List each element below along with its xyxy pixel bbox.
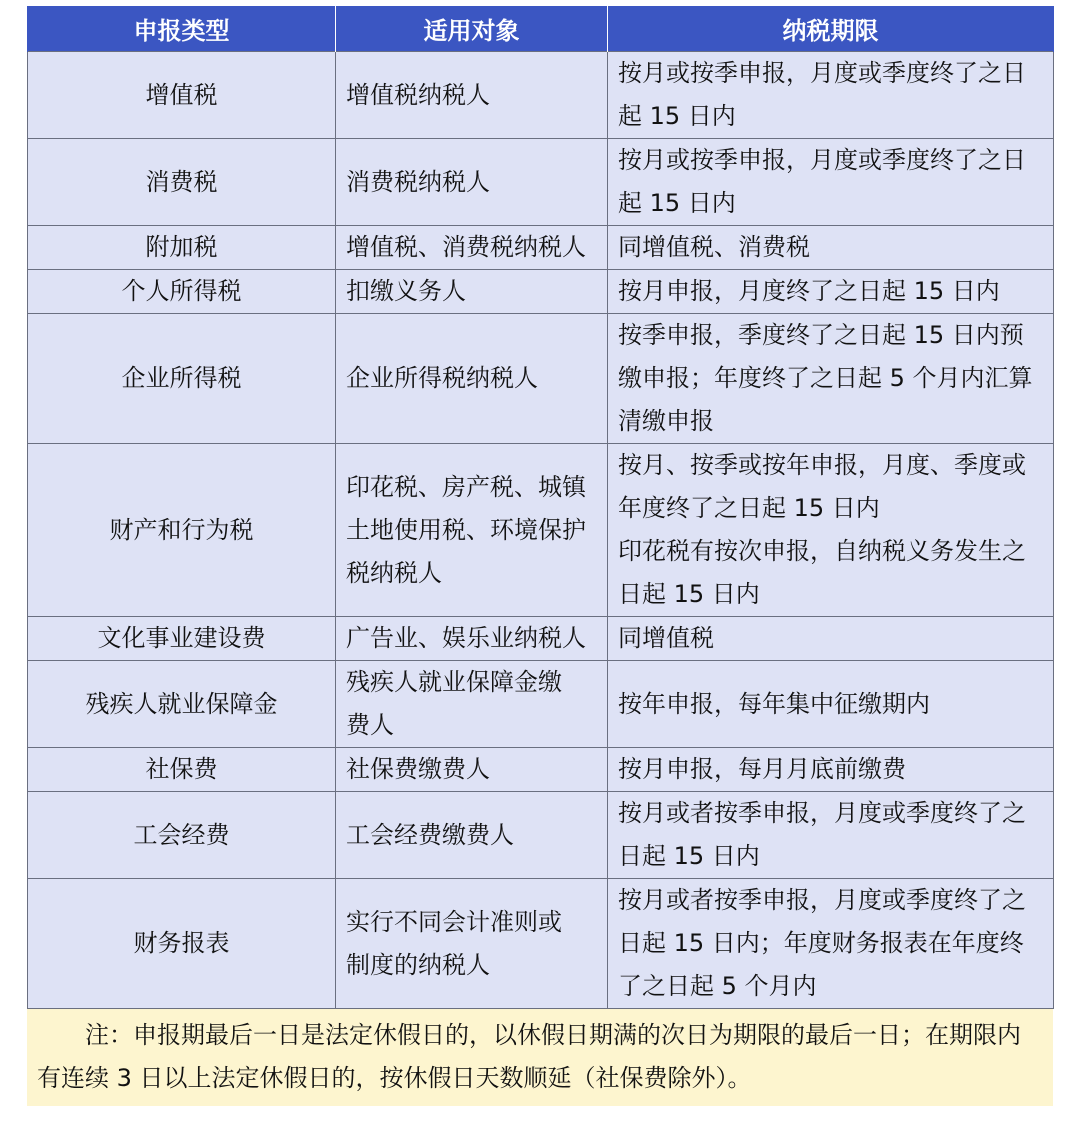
cell-filing-type: 文化事业建设费 bbox=[28, 617, 336, 661]
table-row bbox=[28, 226, 1054, 270]
tax-filing-table bbox=[27, 6, 1054, 1009]
table-row bbox=[28, 661, 1054, 748]
cell-applicable-target bbox=[336, 270, 608, 314]
target-line: 企业所得税纳税人 bbox=[346, 364, 538, 392]
deadline-line: 同增值税、消费税 bbox=[618, 233, 810, 261]
table-row bbox=[28, 879, 1054, 1009]
cell-applicable-target bbox=[336, 139, 608, 226]
target-line: 扣缴义务人 bbox=[346, 277, 466, 305]
deadline-line: 印花税有按次申报，自纳税义务发生之 bbox=[618, 537, 1026, 565]
cell-filing-type: 财产和行为税 bbox=[28, 444, 336, 617]
deadline-line: 缴申报；年度终了之日起 5 个月内汇算 bbox=[618, 364, 1033, 392]
target-line: 残疾人就业保障金缴 bbox=[346, 668, 562, 696]
table-row bbox=[28, 314, 1054, 444]
cell-tax-deadline bbox=[608, 139, 1054, 226]
table-row bbox=[28, 52, 1054, 139]
cell-applicable-target bbox=[336, 444, 608, 617]
cell-filing-type: 财务报表 bbox=[28, 879, 336, 1009]
cell-applicable-target bbox=[336, 879, 608, 1009]
deadline-line: 按月或按季申报，月度或季度终了之日 bbox=[618, 59, 1026, 87]
deadline-line: 了之日起 5 个月内 bbox=[618, 972, 817, 1000]
cell-filing-type: 个人所得税 bbox=[28, 270, 336, 314]
cell-applicable-target bbox=[336, 617, 608, 661]
cell-applicable-target bbox=[336, 661, 608, 748]
cell-filing-type: 社保费 bbox=[28, 748, 336, 792]
cell-applicable-target bbox=[336, 748, 608, 792]
cell-applicable-target bbox=[336, 792, 608, 879]
table-row bbox=[28, 444, 1054, 617]
cell-tax-deadline bbox=[608, 314, 1054, 444]
cell-applicable-target bbox=[336, 52, 608, 139]
footnote: 注：申报期最后一日是法定休假日的，以休假日期满的次日为期限的最后一日；在期限内有连续 3 日以上法定休假日的，按休假日天数顺延（社保费除外）。 bbox=[27, 1009, 1053, 1106]
target-line: 费人 bbox=[346, 711, 394, 739]
cell-tax-deadline bbox=[608, 617, 1054, 661]
deadline-line: 日起 15 日内 bbox=[618, 842, 760, 870]
header-applicable-target: 适用对象 bbox=[336, 6, 608, 52]
cell-tax-deadline bbox=[608, 792, 1054, 879]
cell-tax-deadline bbox=[608, 748, 1054, 792]
deadline-line: 同增值税 bbox=[618, 624, 714, 652]
header-filing-type: 申报类型 bbox=[28, 6, 336, 52]
cell-tax-deadline bbox=[608, 444, 1054, 617]
table-row bbox=[28, 617, 1054, 661]
cell-tax-deadline bbox=[608, 226, 1054, 270]
cell-tax-deadline bbox=[608, 661, 1054, 748]
target-line: 税纳税人 bbox=[346, 558, 442, 587]
header-tax-deadline: 纳税期限 bbox=[608, 6, 1054, 52]
cell-tax-deadline bbox=[608, 879, 1054, 1009]
deadline-line: 按季申报，季度终了之日起 15 日内预 bbox=[618, 321, 1024, 349]
cell-filing-type: 残疾人就业保障金 bbox=[28, 661, 336, 748]
table-header-row bbox=[28, 6, 1054, 52]
target-line: 社保费缴费人 bbox=[346, 755, 490, 783]
deadline-line: 起 15 日内 bbox=[618, 189, 736, 217]
cell-filing-type: 消费税 bbox=[28, 139, 336, 226]
deadline-line: 按年申报，每年集中征缴期内 bbox=[618, 689, 930, 718]
deadline-line: 按月或者按季申报，月度或季度终了之 bbox=[618, 886, 1026, 914]
deadline-line: 按月或按季申报，月度或季度终了之日 bbox=[618, 146, 1026, 174]
cell-tax-deadline bbox=[608, 52, 1054, 139]
table-row bbox=[28, 792, 1054, 879]
deadline-line: 按月或者按季申报，月度或季度终了之 bbox=[618, 799, 1026, 827]
cell-filing-type: 增值税 bbox=[28, 52, 336, 139]
cell-applicable-target bbox=[336, 314, 608, 444]
target-line: 增值税纳税人 bbox=[346, 80, 490, 109]
cell-filing-type: 附加税 bbox=[28, 226, 336, 270]
cell-filing-type: 企业所得税 bbox=[28, 314, 336, 444]
table-body bbox=[28, 52, 1054, 1009]
cell-filing-type: 工会经费 bbox=[28, 792, 336, 879]
target-line: 消费税纳税人 bbox=[346, 167, 490, 196]
table-row bbox=[28, 748, 1054, 792]
deadline-line: 日起 15 日内；年度财务报表在年度终 bbox=[618, 929, 1024, 957]
deadline-line: 年度终了之日起 15 日内 bbox=[618, 494, 880, 522]
target-line: 工会经费缴费人 bbox=[346, 820, 514, 849]
deadline-line: 清缴申报 bbox=[618, 407, 714, 435]
table-row bbox=[28, 270, 1054, 314]
deadline-line: 日起 15 日内 bbox=[618, 580, 760, 608]
cell-tax-deadline bbox=[608, 270, 1054, 314]
deadline-line: 按月申报，月度终了之日起 15 日内 bbox=[618, 277, 1000, 305]
target-line: 广告业、娱乐业纳税人 bbox=[346, 624, 586, 652]
target-line: 印花税、房产税、城镇 bbox=[346, 472, 586, 501]
target-line: 制度的纳税人 bbox=[346, 950, 490, 979]
tax-filing-table-wrapper bbox=[27, 6, 1053, 1106]
deadline-line: 起 15 日内 bbox=[618, 102, 736, 130]
deadline-line: 按月、按季或按年申报，月度、季度或 bbox=[618, 451, 1026, 479]
deadline-line: 按月申报，每月月底前缴费 bbox=[618, 755, 906, 783]
target-line: 实行不同会计准则或 bbox=[346, 907, 562, 936]
cell-applicable-target bbox=[336, 226, 608, 270]
table-row bbox=[28, 139, 1054, 226]
target-line: 增值税、消费税纳税人 bbox=[346, 233, 586, 261]
target-line: 土地使用税、环境保护 bbox=[346, 515, 586, 544]
